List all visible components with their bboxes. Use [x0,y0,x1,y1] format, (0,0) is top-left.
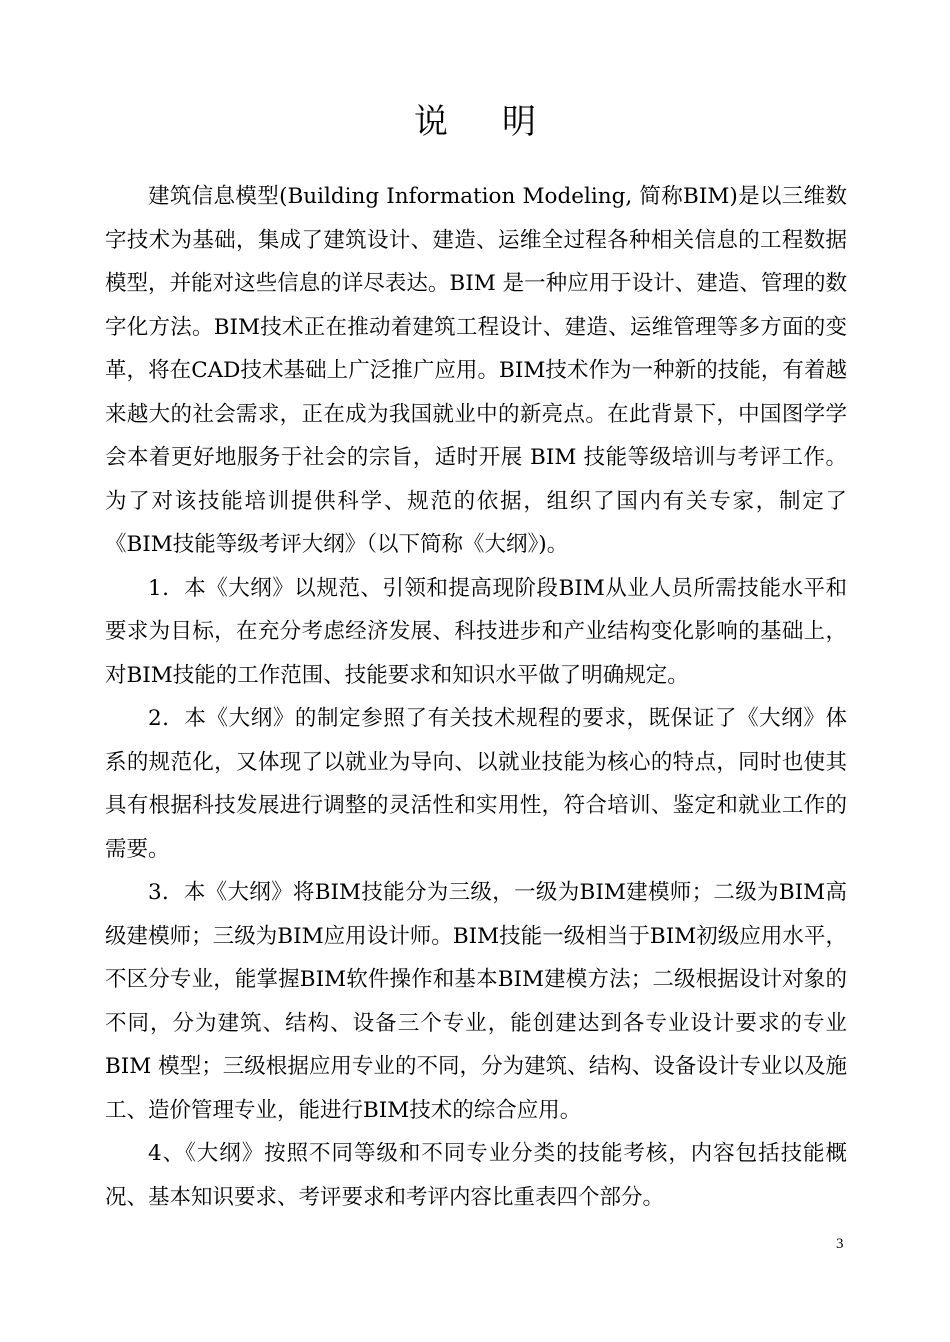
intro-paragraph: 建筑信息模型(Building Information Modeling, 简称BIM)是以三维数字技术为基础，集成了建筑设计、建造、运维全过程各种相关信息的工程数据模型，并能对这些信息的详尽表达。BIM 是一种应用于设计、建造、管理的数字化方法。BIM技术正在推动着建筑工程设计、建造、运维管理等多方面的变革，将在CAD技术基础上广泛推广应用。BIM技术作为一种新的技能，有着越来越大的社会需求，正在成为我国就业中的新亮点。在此背景下，中国图学学会本着更好地服务于社会的宗旨，适时开展 BIM 技能等级培训与考评工作。为了对该技能培训提供科学、规范的依据，组织了国内有关专家，制定了《BIM技能等级考评大纲》（以下简称《大纲》)。 [105,184,847,557]
page-number: 3 [836,1236,844,1252]
list-item-1: 1．本《大纲》以规范、引领和提高现阶段BIM从业人员所需技能水平和要求为目标，在充分考虑经济发展、科技进步和产业结构变化影响的基础上，对BIM技能的工作范围、技能要求和知识水平做了明确规定。 [105,575,847,688]
list-item-2: 2．本《大纲》的制定参照了有关技术规程的要求，既保证了《大纲》体系的规范化，又体现了以就业为导向、以就业技能为核心的特点，同时也使其具有根据科技发展进行调整的灵活性和实用性，符合培训、鉴定和就业工作的需要。 [105,706,847,862]
list-item-3: 3．本《大纲》将BIM技能分为三级，一级为BIM建模师；二级为BIM高级建模师；三级为BIM应用设计师。BIM技能一级相当于BIM初级应用水平，不区分专业，能掌握BIM软件操作和基本BIM建模方法；二级根据设计对象的不同，分为建筑、结构、设备三个专业，能创建达到各专业设计要求的专业 BIM 模型；三级根据应用专业的不同，分为建筑、结构、设备设计专业以及施工、造价管理专业，能进行BIM技术的综合应用。 [105,880,847,1123]
page-title: 说明 [414,102,590,142]
document-body [105,175,847,1219]
list-item-4: 4、《大纲》按照不同等级和不同专业分类的技能考核，内容包括技能概况、基本知识要求、考评要求和考评内容比重表四个部分。 [105,1141,847,1210]
